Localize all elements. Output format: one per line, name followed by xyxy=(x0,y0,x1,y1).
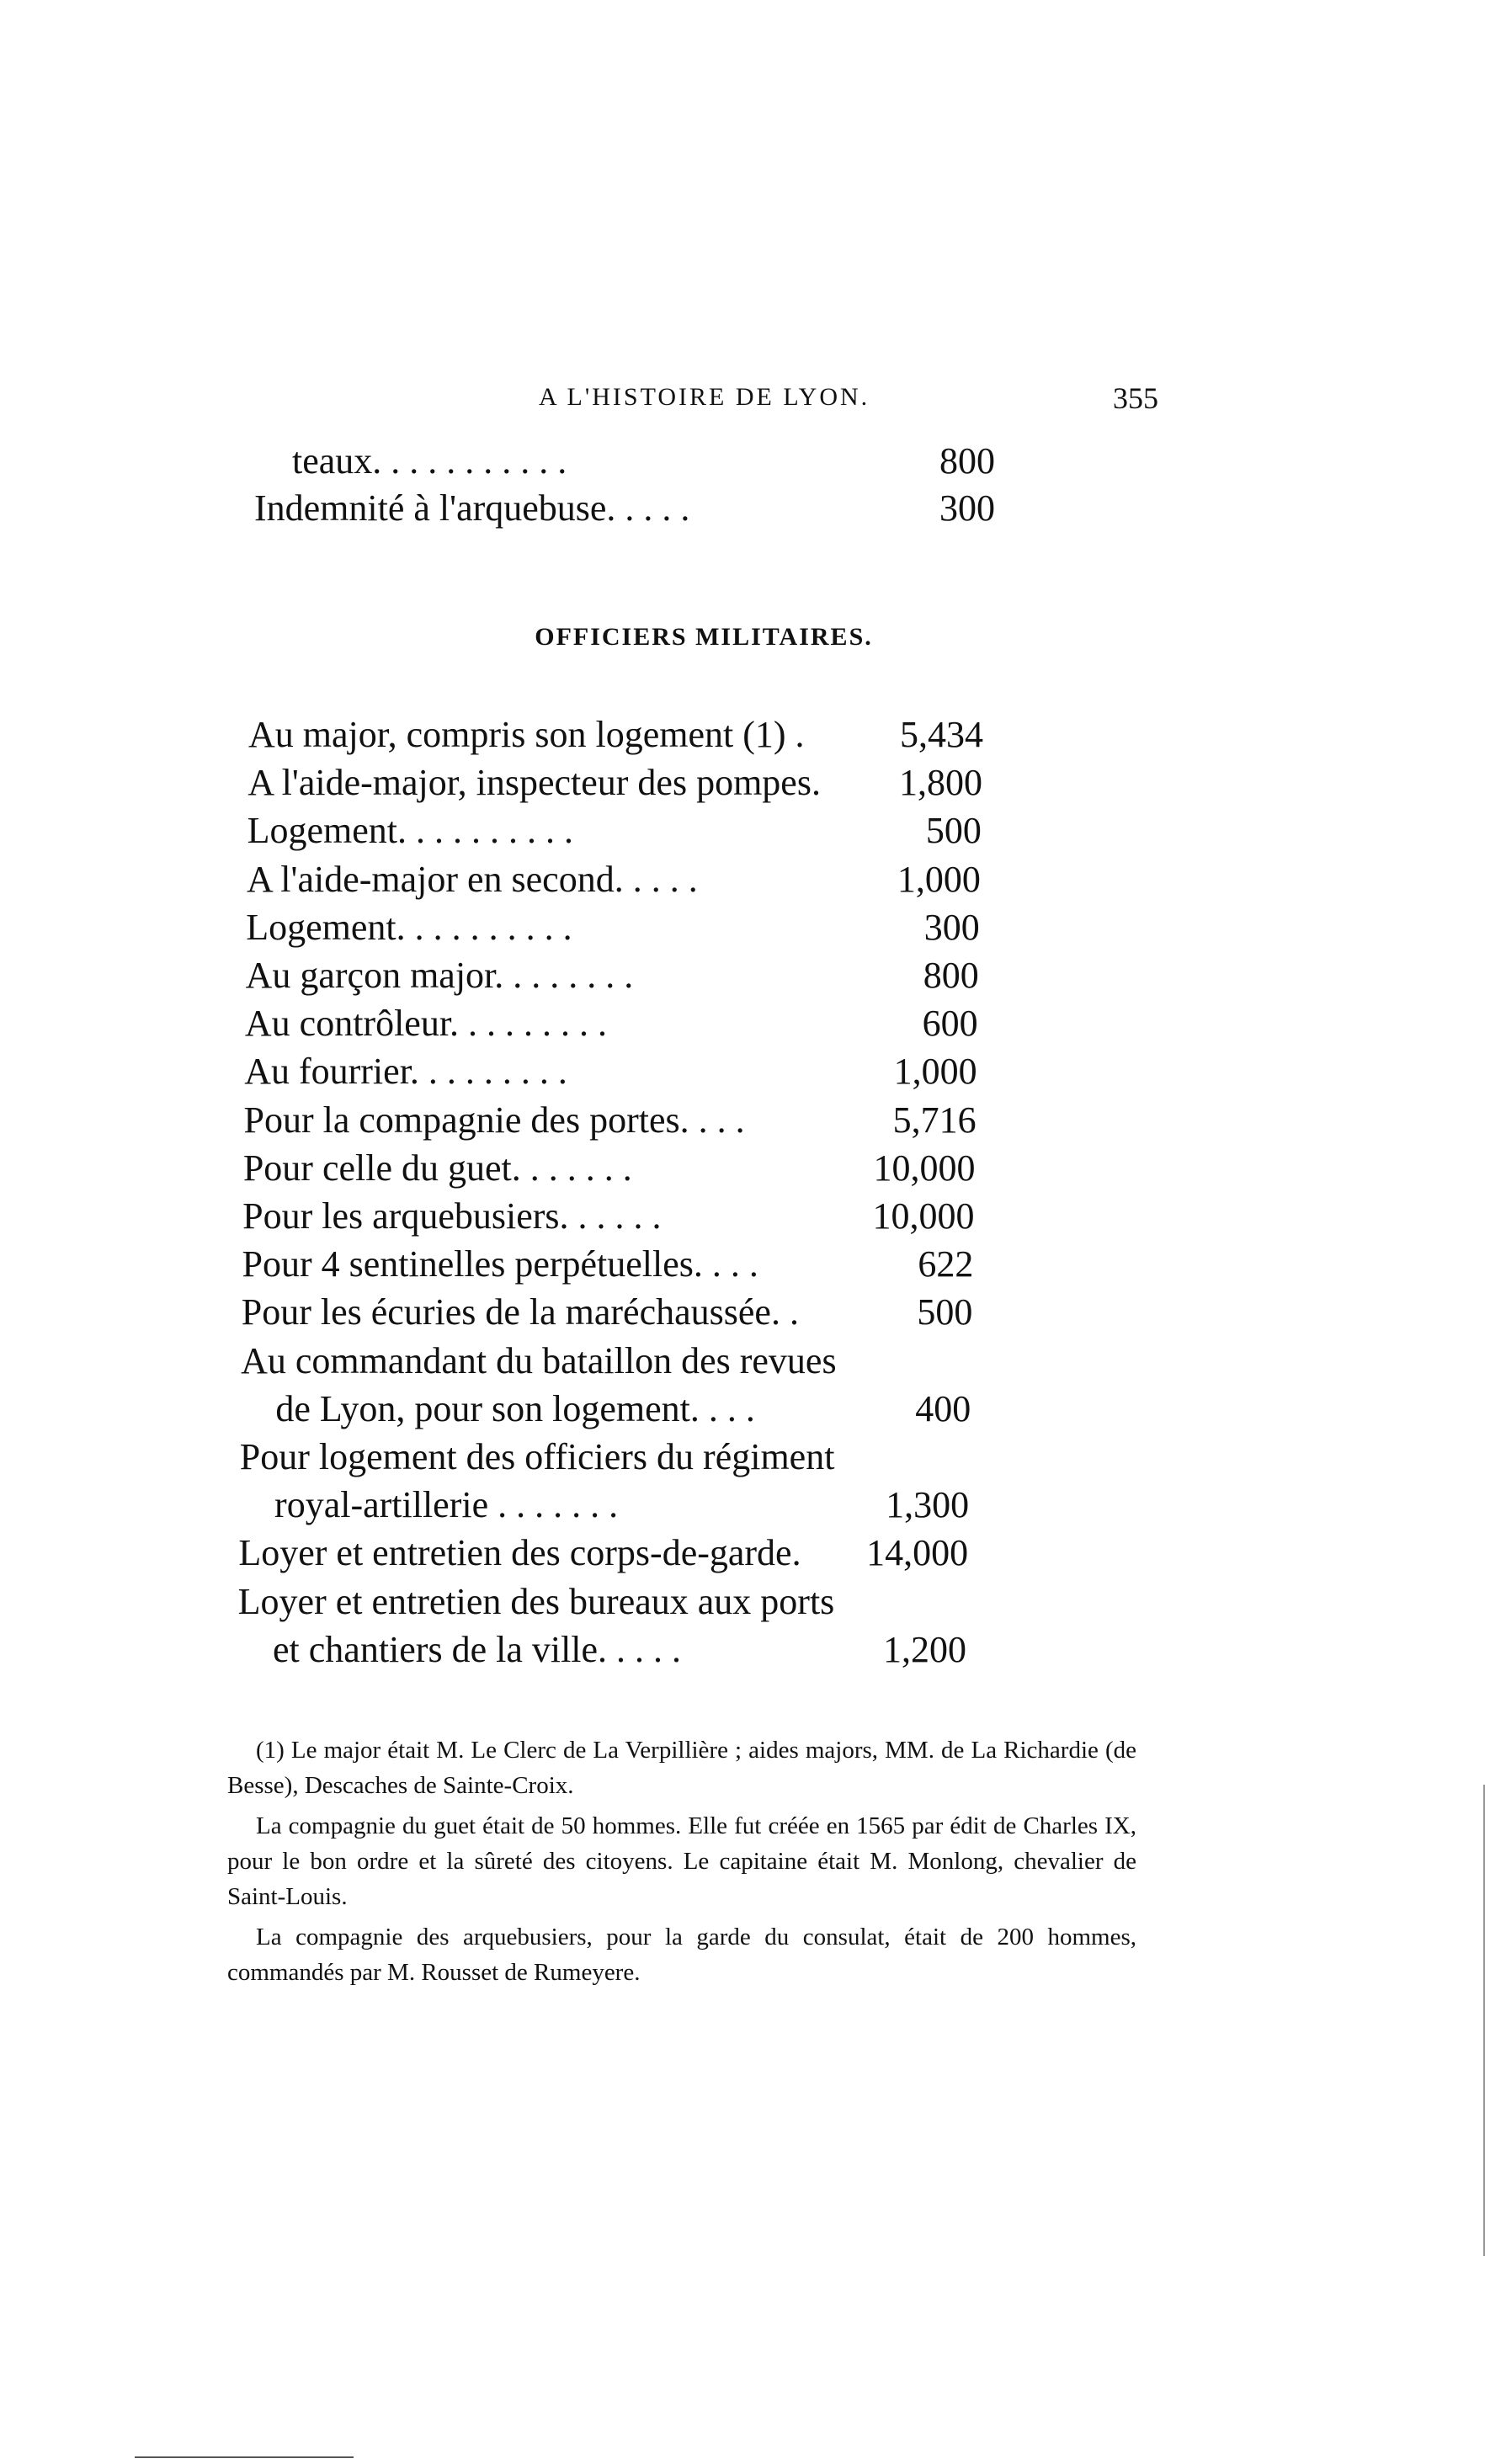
row-amount: 1,300 xyxy=(886,1484,970,1526)
row-amount: 5,434 xyxy=(900,714,983,755)
expense-row xyxy=(0,1241,1490,1288)
row-amount: 800 xyxy=(923,955,979,996)
row-amount: 400 xyxy=(915,1387,971,1429)
row-label: et chantiers de la ville. . . . . xyxy=(273,1628,682,1670)
expense-row xyxy=(0,904,1490,951)
expense-row xyxy=(0,1338,1490,1385)
row-label: Pour celle du guet. . . . . . . xyxy=(242,1147,632,1189)
row-label: A l'aide-major en second. . . . . xyxy=(246,858,698,900)
row-amount: 14,000 xyxy=(866,1532,969,1574)
expense-row xyxy=(0,1048,1490,1095)
expense-row xyxy=(0,1193,1490,1240)
row-label: Au commandant du bataillon des revues xyxy=(241,1339,837,1381)
expense-row xyxy=(0,1626,1490,1674)
row-amount: 1,800 xyxy=(898,762,982,804)
expense-row xyxy=(0,1386,1490,1433)
expense-row xyxy=(0,711,1490,758)
expense-row xyxy=(0,438,1490,485)
expense-row xyxy=(0,952,1490,999)
row-label: Loyer et entretien des corps-de-garde. xyxy=(238,1532,801,1574)
row-amount: 622 xyxy=(918,1243,974,1285)
row-label: Au fourrier. . . . . . . . . xyxy=(244,1051,567,1093)
expense-row xyxy=(0,1289,1490,1336)
row-label: Pour la compagnie des portes. . . . xyxy=(243,1099,745,1141)
footnote: La compagnie du guet était de 50 hommes. Elle fut créée en 1565 par édit de Charles IX, pour le bon ordre et la sûreté des citoyens. Le capitaine était M. Monlong, chevalier de Saint-Louis. xyxy=(227,1812,1136,1910)
row-amount: 5,716 xyxy=(892,1099,976,1141)
expense-row xyxy=(0,1530,1490,1577)
row-label: teaux. . . . . . . . . . . xyxy=(292,440,567,482)
row-amount: 500 xyxy=(917,1291,973,1333)
page-number: 355 xyxy=(1113,381,1158,415)
footnotes xyxy=(227,1732,1136,1995)
row-label: Au garçon major. . . . . . . . xyxy=(245,955,634,996)
footnote: (1) Le major était M. Le Clerc de La Verpillière ; aides majors, MM. de La Richardie (de Besse), Descaches de Sainte-Croix. xyxy=(227,1737,1136,1799)
row-amount: 1,000 xyxy=(893,1051,977,1093)
row-amount: 800 xyxy=(939,440,995,482)
expense-row xyxy=(0,856,1490,903)
page-edge xyxy=(1483,1785,1485,2256)
running-title: A L'HISTOIRE DE LYON. xyxy=(539,383,870,411)
bottom-rule xyxy=(135,2456,354,2458)
row-label: Logement. . . . . . . . . . xyxy=(246,906,572,948)
expense-row xyxy=(0,1482,1490,1529)
row-amount: 1,200 xyxy=(883,1628,966,1670)
row-label: royal-artillerie . . . . . . . xyxy=(274,1484,619,1526)
row-amount: 600 xyxy=(922,1003,978,1045)
row-amount: 10,000 xyxy=(872,1195,975,1237)
row-label: Loyer et entretien des bureaux aux ports xyxy=(237,1580,835,1622)
row-label: Logement. . . . . . . . . . xyxy=(247,810,574,852)
expense-row xyxy=(0,1145,1490,1192)
row-label: Pour 4 sentinelles perpétuelles. . . . xyxy=(242,1243,758,1285)
expense-row xyxy=(0,1097,1490,1144)
row-label: Pour logement des officiers du régiment xyxy=(239,1436,835,1477)
row-label: Au major, compris son logement (1) . xyxy=(248,714,805,755)
row-label: A l'aide-major, inspecteur des pompes. xyxy=(247,762,821,804)
row-label: Indemnité à l'arquebuse. . . . . xyxy=(254,487,690,529)
row-amount: 1,000 xyxy=(897,858,981,900)
row-amount: 10,000 xyxy=(873,1147,976,1189)
row-amount: 300 xyxy=(939,487,995,529)
row-label: Pour les écuries de la maréchaussée. . xyxy=(241,1291,799,1333)
expense-row xyxy=(0,807,1490,854)
expense-row xyxy=(0,1578,1490,1626)
row-amount: 300 xyxy=(923,906,980,948)
footnote: La compagnie des arquebusiers, pour la garde du consulat, était de 200 hommes, commandés par M. Rousset de Rumeyere. xyxy=(227,1924,1136,1986)
expense-row xyxy=(0,1000,1490,1047)
row-label: de Lyon, pour son logement. . . . xyxy=(275,1387,755,1429)
expense-row xyxy=(0,759,1490,806)
row-label: Pour les arquebusiers. . . . . . xyxy=(242,1195,662,1237)
row-amount: 500 xyxy=(925,810,982,852)
expense-row xyxy=(0,485,1490,532)
section-title: OFFICIERS MILITAIRES. xyxy=(535,623,873,651)
expense-row xyxy=(0,1434,1490,1481)
row-label: Au contrôleur. . . . . . . . . xyxy=(244,1003,608,1045)
